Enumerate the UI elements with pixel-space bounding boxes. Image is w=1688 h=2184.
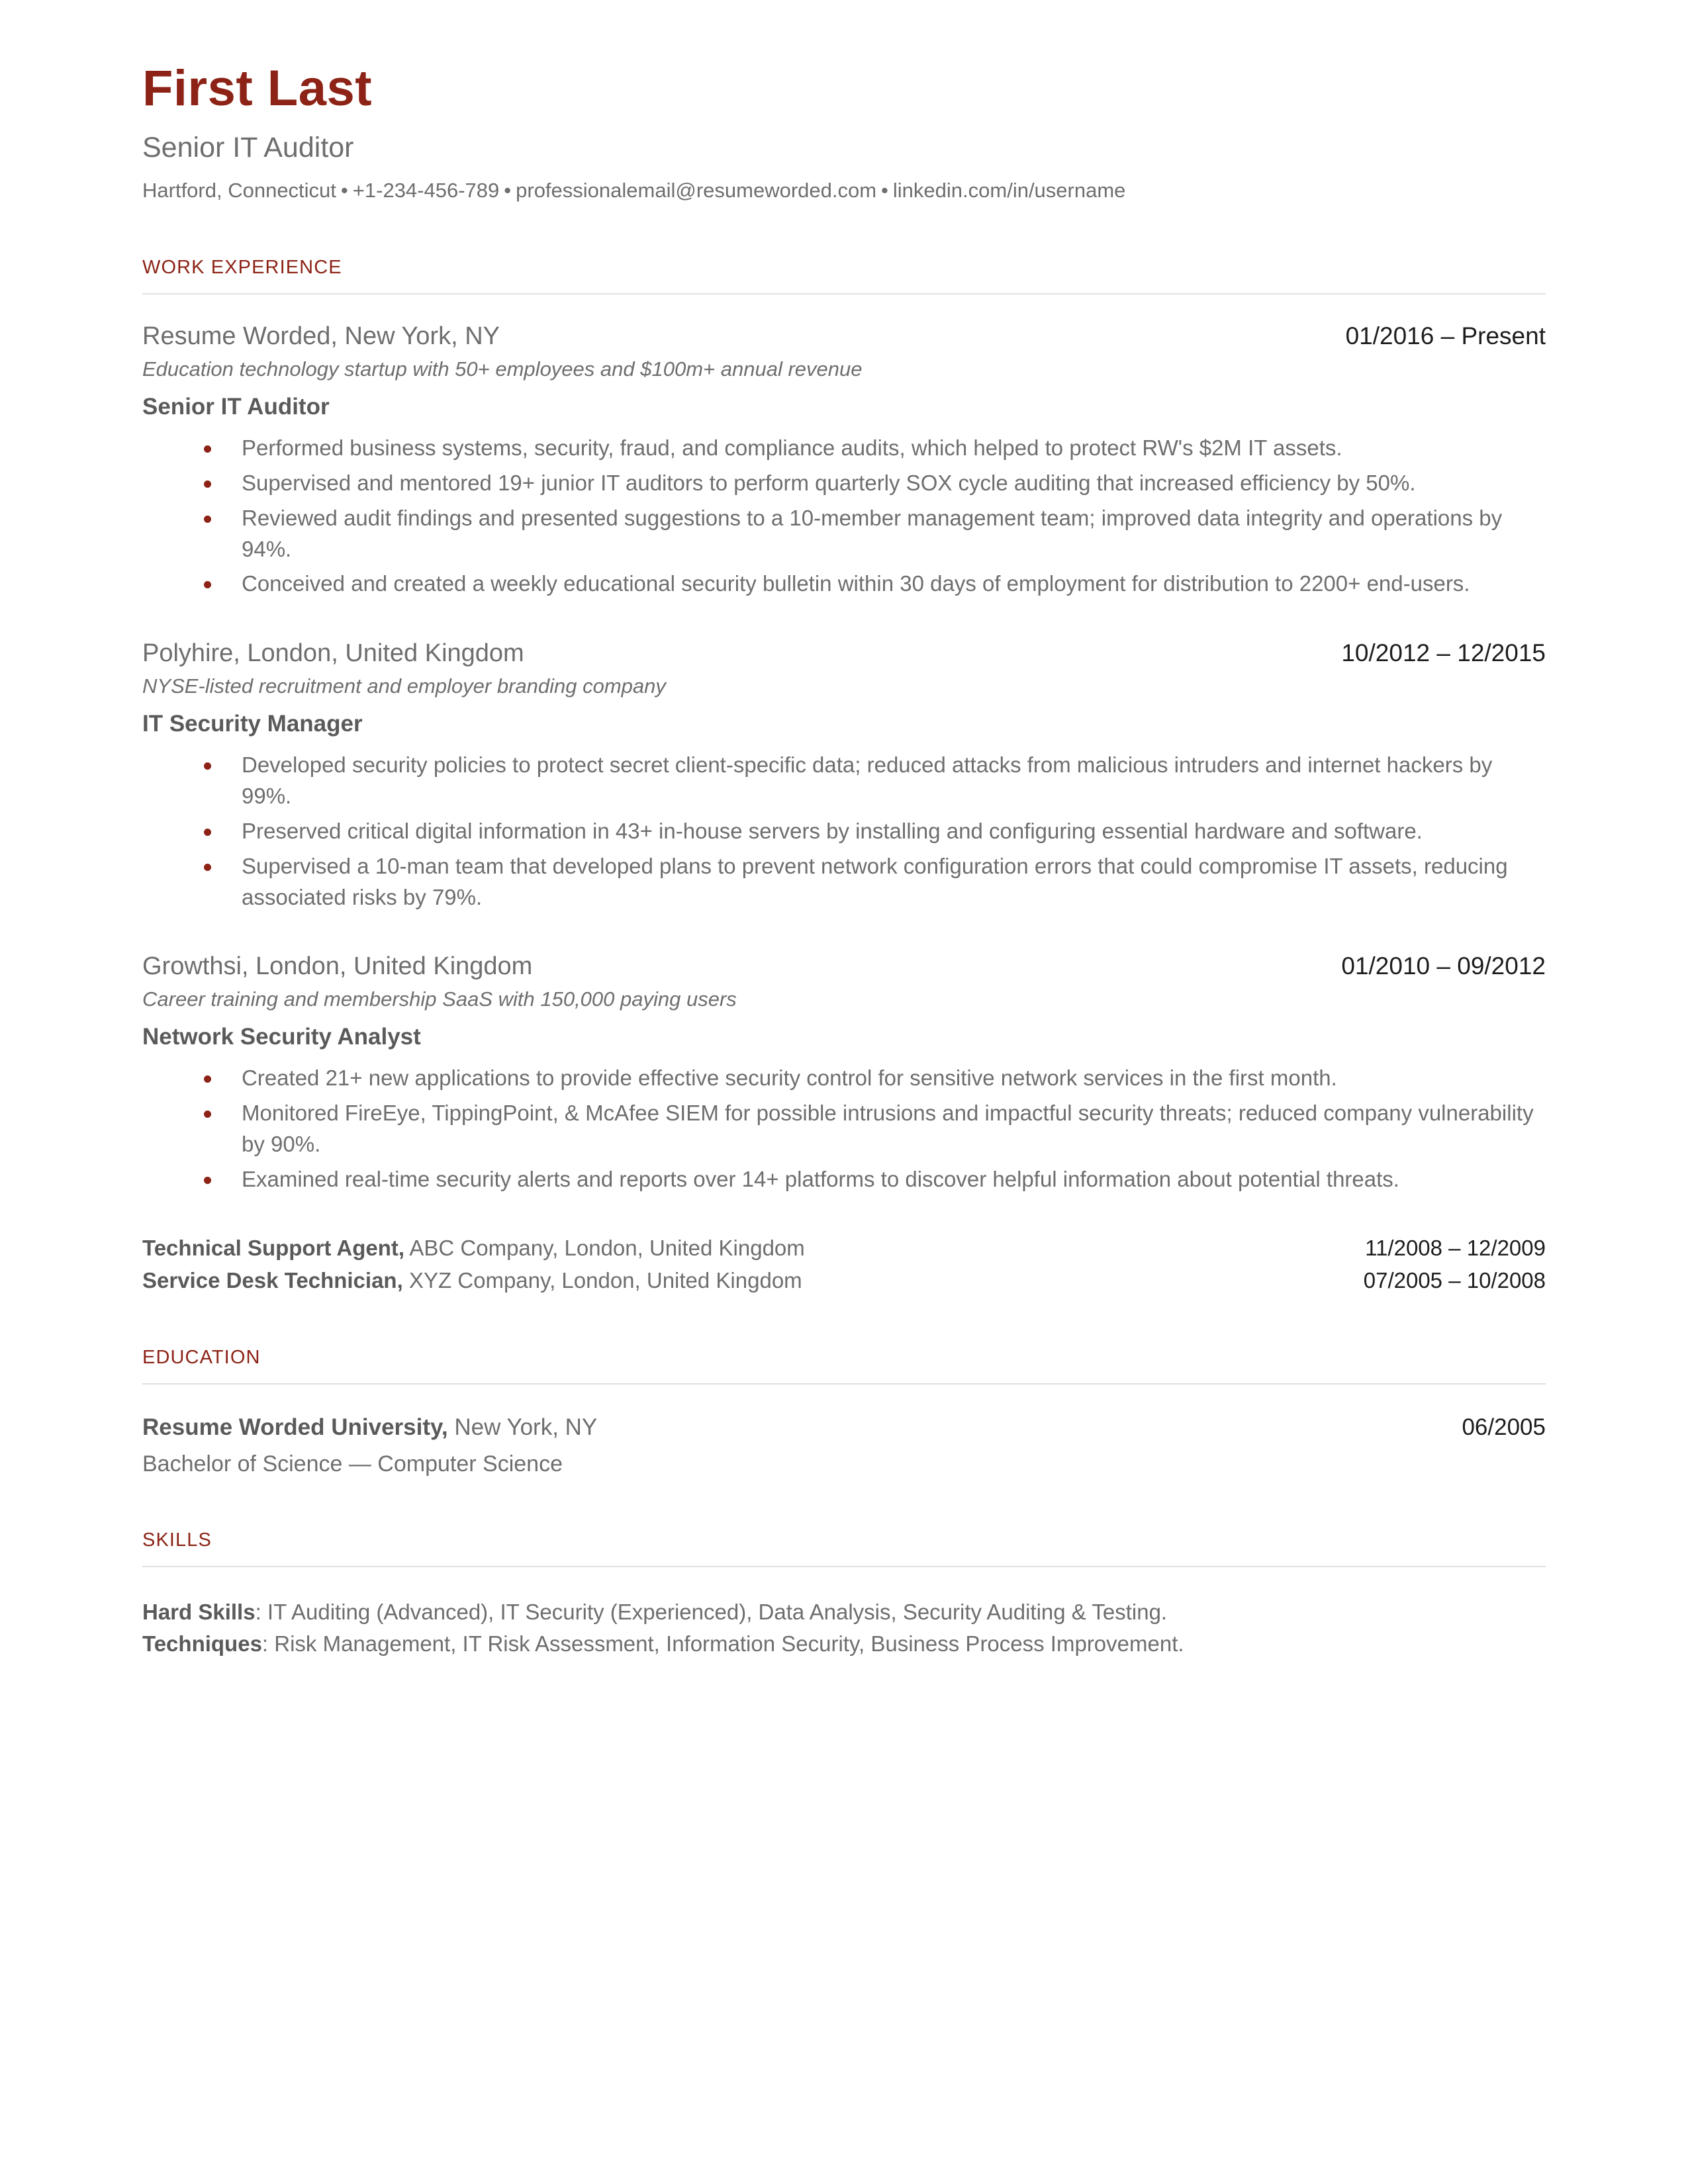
short-role-dates: 07/2005 – 10/2008 <box>1363 1267 1546 1293</box>
job-bullet: Preserved critical digital information in 43+ in-house servers by installing and configuring essential hardware and software. <box>142 816 1546 847</box>
education-header <box>142 1414 1546 1441</box>
short-role-list <box>142 1232 1546 1297</box>
short-role-detail: ABC Company, London, United Kingdom <box>404 1235 805 1260</box>
section-heading-education: EDUCATION <box>142 1347 261 1369</box>
job-header <box>142 952 1546 981</box>
skill-values: : Risk Management, IT Risk Assessment, Information Security, Business Process Improvement. <box>261 1631 1184 1656</box>
job-dates: 10/2012 – 12/2015 <box>1341 639 1546 667</box>
skill-category-label: Hard Skills <box>142 1600 256 1625</box>
job-company: Resume Worded, New York, NY <box>142 322 500 351</box>
job-company-blurb: Education technology startup with 50+ employees and $100m+ annual revenue <box>142 357 863 381</box>
job-entry <box>142 952 1546 1195</box>
candidate-name: First Last <box>142 60 373 116</box>
job-bullet-list <box>142 1063 1546 1195</box>
education-degree: Bachelor of Science — Computer Science <box>142 1451 563 1477</box>
section-divider-work <box>142 293 1546 295</box>
resume-header <box>142 60 1546 204</box>
contact-email[interactable]: professionalemail@resumeworded.com <box>516 179 877 203</box>
education-location: New York, NY <box>447 1414 598 1441</box>
job-company: Polyhire, London, United Kingdom <box>142 639 524 668</box>
education-entry <box>142 1414 1546 1478</box>
short-role-title: Service Desk Technician, <box>142 1267 403 1293</box>
section-work-experience <box>142 257 1546 1297</box>
education-left <box>142 1414 597 1441</box>
short-role-left <box>142 1265 802 1297</box>
skill-values: : IT Auditing (Advanced), IT Security (Experienced), Data Analysis, Security Auditing & Testing. <box>255 1600 1168 1625</box>
contact-linkedin[interactable]: linkedin.com/in/username <box>892 179 1126 203</box>
skill-row <box>142 1596 1546 1628</box>
job-title: Network Security Analyst <box>142 1024 421 1050</box>
candidate-headline: Senior IT Auditor <box>142 132 354 163</box>
short-role-dates: 11/2008 – 12/2009 <box>1365 1235 1546 1260</box>
short-role-row <box>142 1232 1546 1265</box>
job-bullet: Reviewed audit findings and presented suggestions to a 10-member management team; improved data integrity and operations by 94%. <box>142 503 1546 565</box>
contact-separator-3: • <box>881 179 888 203</box>
job-company: Growthsi, London, United Kingdom <box>142 952 533 981</box>
section-divider-education <box>142 1383 1546 1385</box>
contact-separator-1: • <box>340 179 348 203</box>
job-title: Senior IT Auditor <box>142 393 330 420</box>
job-bullet-list <box>142 750 1546 913</box>
job-entry <box>142 639 1546 913</box>
job-company-blurb: NYSE-listed recruitment and employer branding company <box>142 674 666 698</box>
contact-separator-2: • <box>504 179 512 203</box>
job-bullet-list <box>142 433 1546 600</box>
skill-category-label: Techniques <box>142 1631 262 1656</box>
job-header <box>142 322 1546 351</box>
job-bullet: Monitored FireEye, TippingPoint, & McAfee SIEM for possible intrusions and impactful security threats; reduced company vulnerability by 90%. <box>142 1098 1546 1160</box>
job-bullet: Developed security policies to protect secret client-specific data; reduced attacks from malicious intruders and internet hackers by 99%. <box>142 750 1546 812</box>
section-divider-skills <box>142 1566 1546 1567</box>
job-bullet: Performed business systems, security, fraud, and compliance audits, which helped to protect RW's $2M IT assets. <box>142 433 1546 464</box>
job-header <box>142 639 1546 668</box>
job-title: IT Security Manager <box>142 711 363 737</box>
skills-list <box>142 1596 1546 1660</box>
job-bullet: Examined real-time security alerts and reports over 14+ platforms to discover helpful information about potential threats. <box>142 1164 1546 1195</box>
job-bullet: Created 21+ new applications to provide effective security control for sensitive network services in the first month. <box>142 1063 1546 1094</box>
short-role-title: Technical Support Agent, <box>142 1235 405 1260</box>
job-company-blurb: Career training and membership SaaS with 150,000 paying users <box>142 987 737 1011</box>
section-heading-work: WORK EXPERIENCE <box>142 257 342 279</box>
education-school: Resume Worded University, <box>142 1414 448 1441</box>
contact-line <box>142 178 1546 204</box>
job-bullet: Supervised a 10-man team that developed plans to prevent network configuration errors that could compromise IT assets, reducing associated risks by 79%. <box>142 851 1546 913</box>
section-heading-skills: SKILLS <box>142 1529 212 1551</box>
skill-row <box>142 1628 1546 1660</box>
job-bullet: Conceived and created a weekly educational security bulletin within 30 days of employment for distribution to 2200+ end-users. <box>142 569 1546 600</box>
contact-location: Hartford, Connecticut <box>142 179 336 203</box>
short-role-row <box>142 1265 1546 1297</box>
job-entry <box>142 322 1546 600</box>
job-dates: 01/2010 – 09/2012 <box>1341 952 1546 980</box>
short-role-left <box>142 1232 805 1265</box>
education-grad-date: 06/2005 <box>1462 1414 1546 1441</box>
section-education <box>142 1347 1546 1478</box>
job-dates: 01/2016 – Present <box>1345 322 1546 350</box>
short-role-detail: XYZ Company, London, United Kingdom <box>402 1267 802 1293</box>
section-skills <box>142 1529 1546 1660</box>
contact-phone[interactable]: +1-234-456-789 <box>352 179 500 203</box>
job-bullet: Supervised and mentored 19+ junior IT auditors to perform quarterly SOX cycle auditing that increased efficiency by 50%. <box>142 468 1546 499</box>
